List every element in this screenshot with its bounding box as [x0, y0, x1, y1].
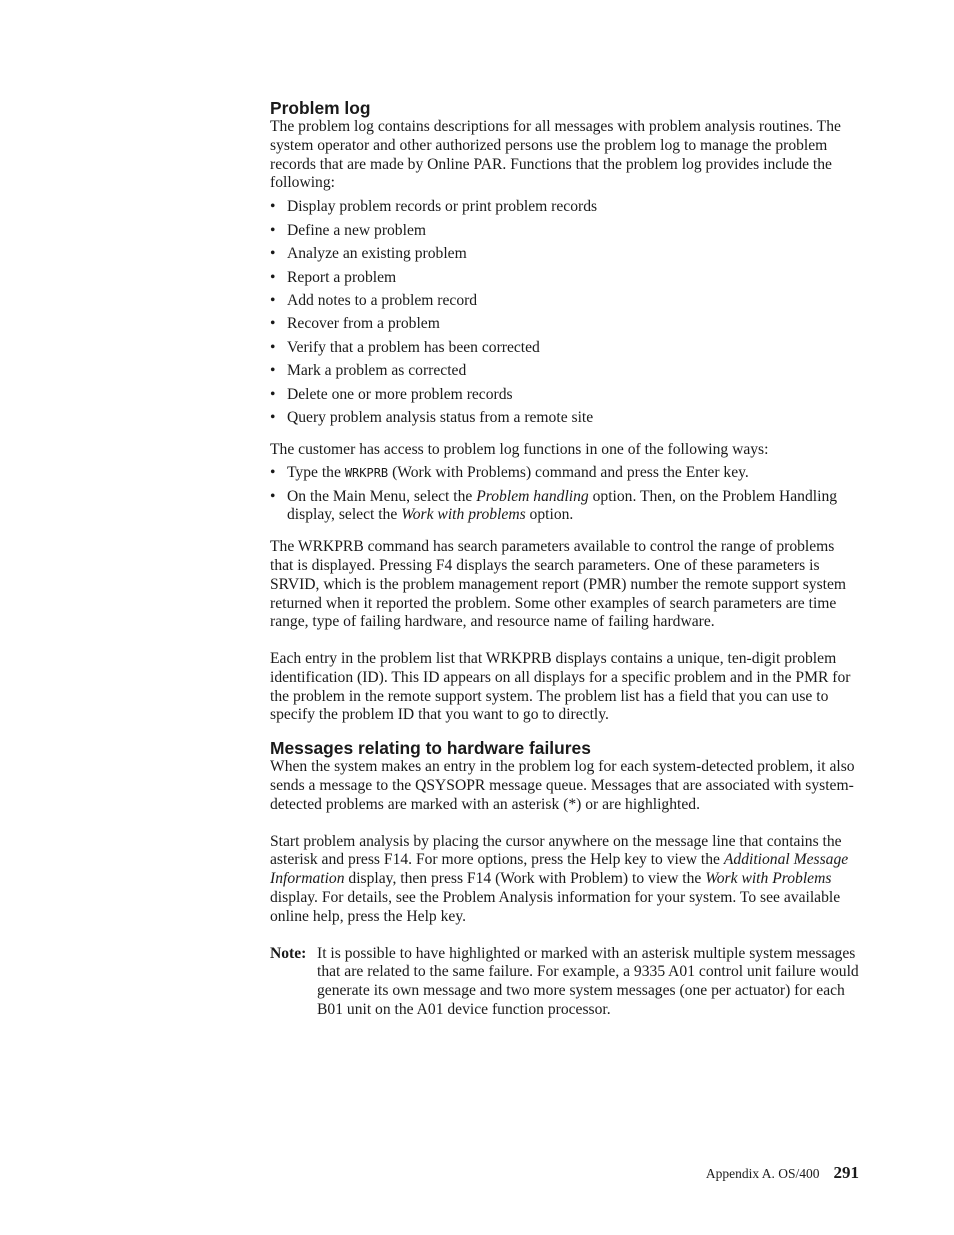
list-item: • Delete one or more problem records: [270, 385, 513, 403]
list-item: • Recover from a problem: [270, 315, 440, 333]
access-intro: The customer has access to problem log functions in one of the following ways:: [270, 440, 769, 458]
page-content: [270, 98, 860, 1020]
page-number: 291: [833, 1163, 859, 1182]
list-item: • Mark a problem as corrected: [270, 362, 467, 380]
list-item: • Report a problem: [270, 268, 397, 286]
list-item: • Add notes to a problem record: [270, 291, 478, 309]
problem-log-intro: The problem log contains descriptions for all messages with problem analysis routines. The system operator and other authorized persons use the problem log to manage the problem records that are made by Online PAR. Functions that the problem log provides include the following:: [270, 118, 841, 192]
list-item: • Query problem analysis status from a remote site: [270, 409, 594, 427]
page-footer: [706, 1163, 859, 1183]
list-item: • Verify that a problem has been corrected: [270, 338, 540, 356]
hardware-messages-paragraph: When the system makes an entry in the problem log for each system-detected problem, it also sends a message to the QSYSOPR message queue. Messages that are associated with system-detected problems are marked with an asterisk (*) or are highlighted.: [270, 758, 855, 813]
list-item: • Display problem records or print problem records: [270, 198, 598, 216]
list-item: • Define a new problem: [270, 221, 426, 239]
problem-list-paragraph: Each entry in the problem list that WRKPRB displays contains a unique, ten-digit problem identification (ID). This ID appears on all displays for a specific problem and in the PMR for the problem in the remote support system. The problem list has a field that you can use to specify the problem ID that you want to go to directly.: [270, 650, 851, 724]
list-item: • Type the WRKPRB (Work with Problems) command and press the Enter key.: [270, 463, 749, 481]
wrkprb-paragraph: The WRKPRB command has search parameters available to control the range of problems that is displayed. Pressing F4 displays the search parameters. One of these parameters is SRVID, which is the problem management report (PMR) number the remote support system returned when it reported the problem. Some other examples of search parameters are time range, type of failing hardware, and resource name of failing hardware.: [270, 538, 847, 631]
note-label: Note:: [270, 944, 307, 962]
problem-analysis-paragraph: Start problem analysis by placing the cursor anywhere on the message line that contains the asterisk and press F14. For more options, press the Help key to view the Additional Message Information display, then press F14 (Work with Problem) to view the Work with Problems display. For details, see the Problem Analysis information for your system. To see available online help, press the Help key.: [270, 832, 849, 925]
command-code: WRKPRB: [344, 465, 389, 480]
list-item: • On the Main Menu, select the Problem handling option. Then, on the Problem Handling display, select the Work with problems option.: [270, 487, 838, 524]
note-text: It is possible to have highlighted or marked with an asterisk multiple system messages that are related to the same failure. For example, a 9335 A01 control unit failure would generate its own message and two more system messages (one per actuator) for each B01 unit on the A01 device function processor.: [317, 944, 859, 1019]
note-block: [270, 945, 860, 1020]
access-methods-list: [270, 464, 860, 525]
section-heading-problem-log: Problem log: [270, 98, 371, 118]
list-item: • Analyze an existing problem: [270, 245, 467, 263]
footer-text: Appendix A. OS/400: [705, 1166, 820, 1181]
section-heading-hardware-failures: Messages relating to hardware failures: [270, 738, 591, 759]
problem-log-functions-list: [270, 198, 860, 428]
